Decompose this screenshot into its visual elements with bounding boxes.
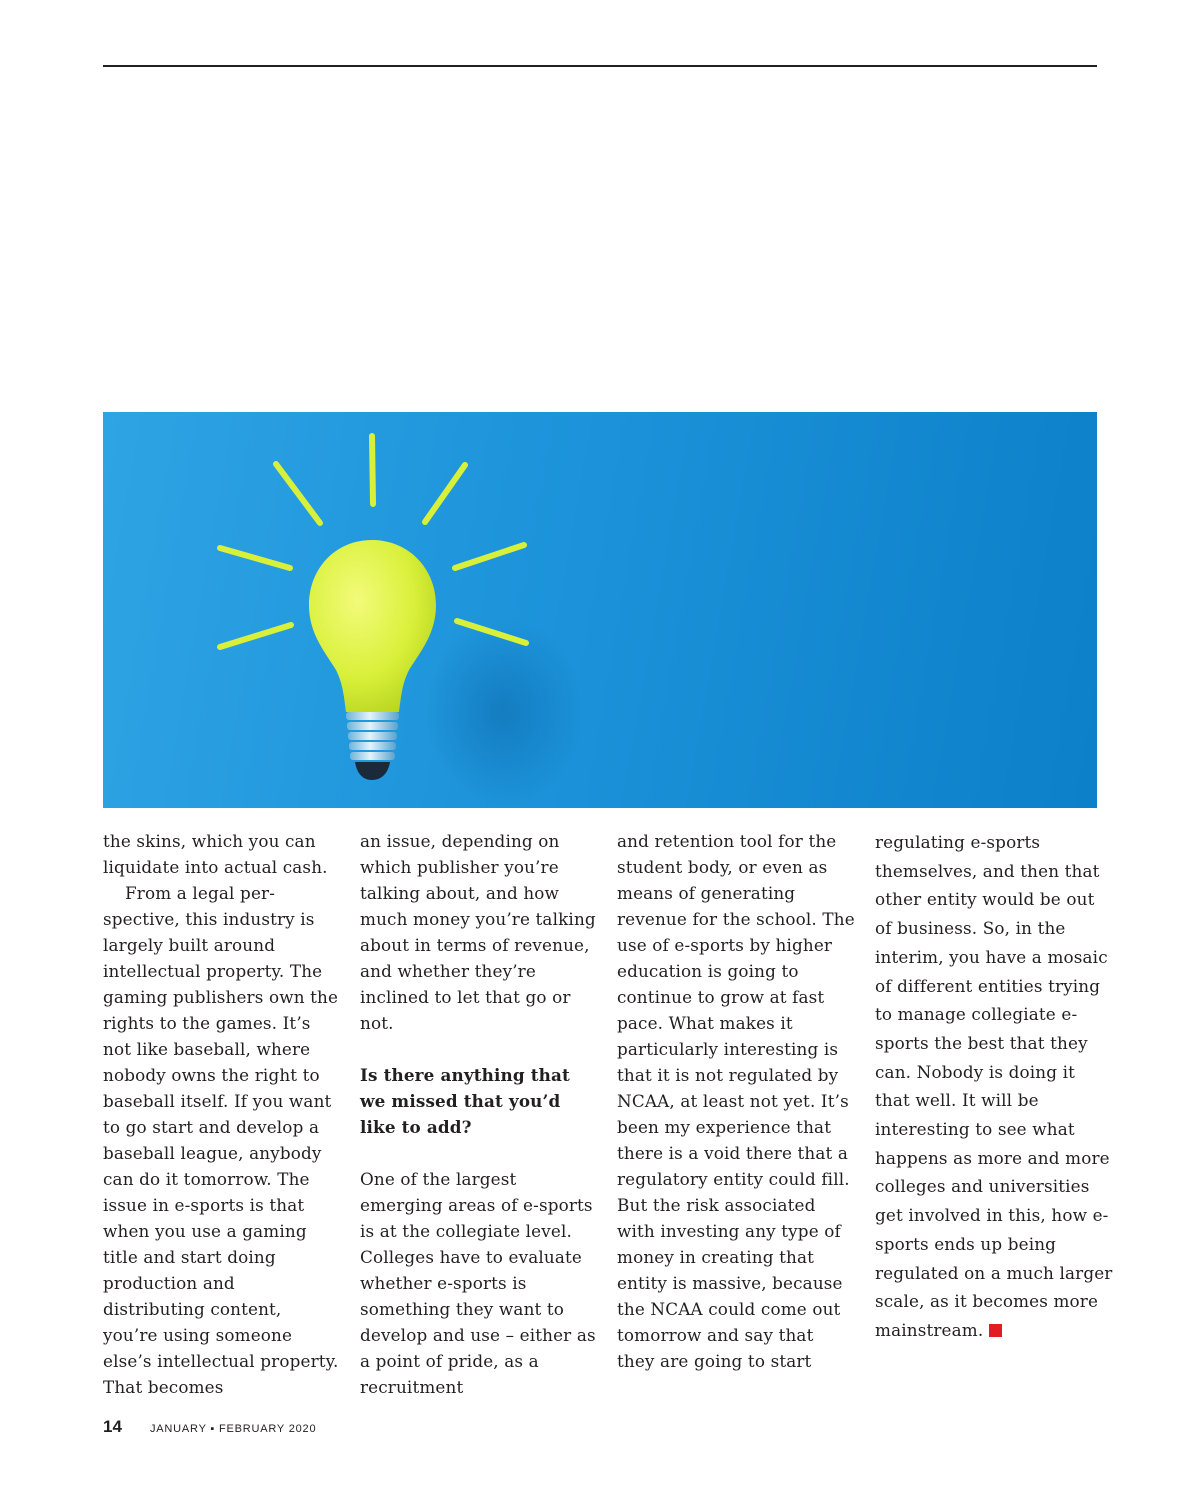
paragraph: the skins, which you can liquidate into actual cash. bbox=[103, 831, 328, 877]
column-4 bbox=[875, 828, 1113, 1345]
paragraph-gap bbox=[360, 1036, 598, 1062]
column-2 bbox=[360, 828, 598, 1400]
page-number: 14 bbox=[103, 1417, 122, 1436]
paragraph: One of the largest emerging areas of e-sports is at the collegiate level. Colleges have to evaluate whether e-sports is something they want to develop and use – either as a point of pride, as a recruitment bbox=[360, 1169, 596, 1397]
paragraph-text: regulating e-sports themselves, and then that other entity would be out of business. So, in the interim, you have a mosaic of different entities trying to manage collegiate e-sports the best that they can. Nobody is doing it that well. It will be interesting to see what happens as more and more colleges and universities get involved in this, how e-sports ends up being regulated on a much larger scale, as it becomes more mainstream. bbox=[875, 832, 1113, 1340]
column-1 bbox=[103, 828, 341, 1400]
paragraph bbox=[875, 828, 1113, 1345]
column-3 bbox=[617, 828, 855, 1374]
paragraph: and retention tool for the student body, or even as means of generating revenue for the school. The use of e-sports by higher education is going to continue to grow at fast pace. What makes it particularly interesting is that it is not regulated by NCAA, at least not yet. It’s been my experience that there is a void there that a regulatory entity could fill. But the risk associated with investing any type of money in creating that entity is massive, because the NCAA could come out tomorrow and say that they are going to start bbox=[617, 831, 855, 1371]
issue-date: JANUARY ▪ FEBRUARY 2020 bbox=[150, 1423, 317, 1435]
lightbulb-photo bbox=[103, 412, 1097, 808]
paragraph: an issue, depending on which publisher you’re talking about, and how much money you’re talking about in terms of revenue, and whether they’re inclined to let that go or not. bbox=[360, 831, 596, 1033]
lightbulb-icon bbox=[103, 412, 1097, 808]
red-square-end-mark-icon bbox=[989, 1324, 1002, 1337]
interview-question: Is there anything that we missed that you’d like to add? bbox=[360, 1065, 570, 1137]
paragraph-gap bbox=[360, 1140, 598, 1166]
paragraph: From a legal per-spective, this industry is largely built around intellectual property. The gaming publishers own the rights to the games. It’s not like baseball, where nobody owns the right to baseball itself. If you want to go start and develop a baseball league, anybody can do it tomorrow. The issue in e-sports is that when you use a gaming title and start doing production and distributing content, you’re using someone else’s intellectual property. That becomes bbox=[103, 883, 339, 1397]
top-rule bbox=[103, 65, 1097, 67]
